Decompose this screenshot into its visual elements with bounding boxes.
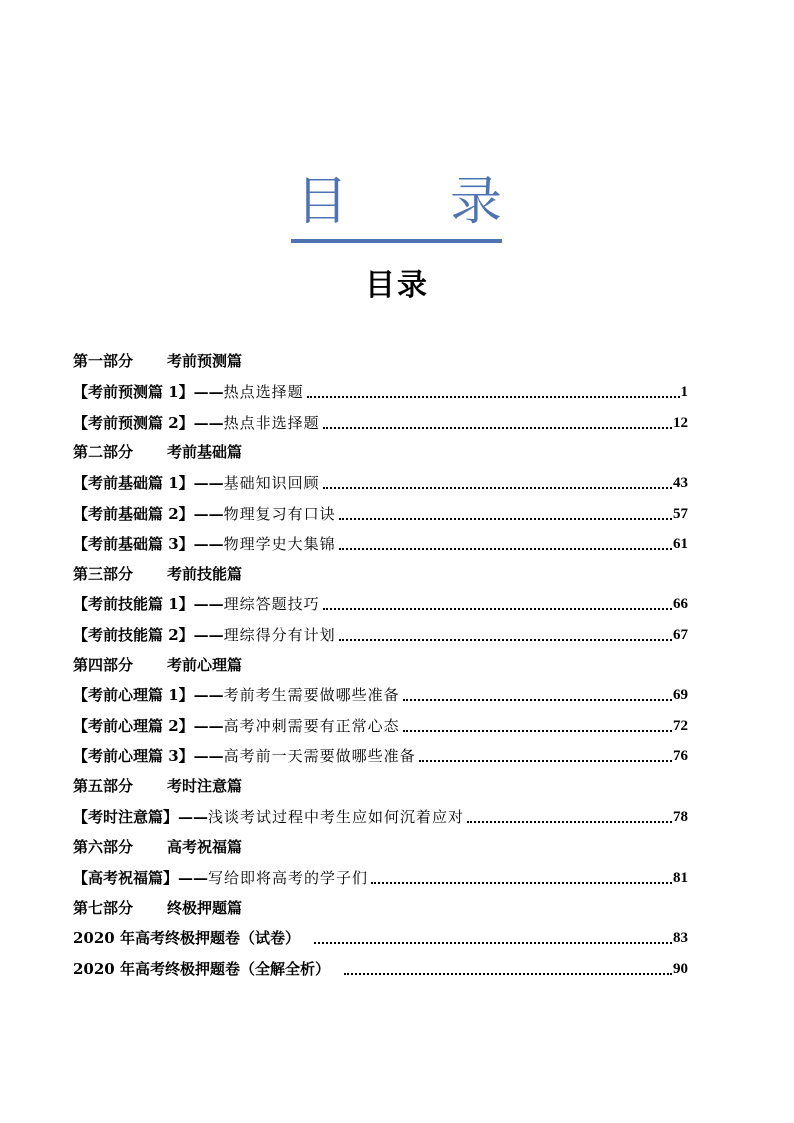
part-number: 第六部分: [73, 838, 134, 856]
entry-title: 热点选择题: [223, 383, 304, 401]
main-heading-char-1: 目: [296, 172, 349, 232]
dot-leader: [403, 730, 672, 732]
entry-label: 【考前预测篇 1】——: [73, 383, 224, 401]
toc-entry[interactable]: [73, 531, 688, 555]
toc-part: [73, 834, 242, 858]
dot-leader: [323, 608, 672, 610]
main-heading-char-2: 录: [450, 172, 503, 232]
entry-label: 【考前心理篇 2】——: [73, 717, 224, 735]
toc-entry[interactable]: [73, 713, 688, 737]
toc-entry[interactable]: [73, 622, 688, 646]
dot-leader: [344, 973, 672, 975]
entry-label: 【考前预测篇 2】——: [73, 414, 224, 432]
dot-leader: [307, 396, 680, 398]
part-number: 第四部分: [73, 656, 134, 674]
entry-label: 【考前基础篇 2】——: [73, 505, 224, 523]
part-number: 第一部分: [73, 352, 134, 370]
toc-entry[interactable]: [73, 804, 688, 828]
entry-title: 考前考生需要做哪些准备: [223, 686, 400, 704]
toc-entry[interactable]: [73, 682, 688, 706]
dot-leader: [323, 487, 672, 489]
part-name: 考时注意篇: [167, 777, 243, 795]
toc-entry[interactable]: [73, 956, 688, 980]
entry-label: 【考时注意篇】——: [73, 808, 209, 826]
toc-entry[interactable]: [73, 501, 688, 525]
dot-leader: [339, 518, 672, 520]
toc-entry[interactable]: [73, 865, 688, 889]
part-name: 终极押题篇: [167, 899, 243, 917]
dot-leader: [323, 427, 672, 429]
toc-part: [73, 561, 242, 585]
toc-title: 目录: [365, 268, 429, 303]
entry-title: 高考冲刺需要有正常心态: [223, 717, 400, 735]
dot-leader: [419, 760, 672, 762]
entry-label: 【高考祝福篇】——: [73, 869, 209, 887]
toc-part: [73, 439, 242, 463]
entry-label: 【考前基础篇 3】——: [73, 535, 224, 553]
entry-label: 【考前基础篇 1】——: [73, 474, 224, 492]
entry-title: 物理学史大集锦: [223, 535, 336, 553]
part-name: 考前预测篇: [167, 352, 243, 370]
dot-leader: [403, 699, 672, 701]
entry-label: 【考前技能篇 2】——: [73, 626, 224, 644]
toc-part: [73, 773, 242, 797]
entry-page-number: 72: [673, 718, 688, 734]
entry-page-number: 1: [680, 384, 688, 400]
entry-page-number: 81: [673, 870, 688, 886]
entry-page-number: 12: [673, 415, 688, 431]
toc-part: [73, 652, 242, 676]
dot-leader: [371, 882, 672, 884]
toc-entry[interactable]: [73, 743, 688, 767]
entry-page-number: 67: [673, 627, 688, 643]
part-name: 考前心理篇: [167, 656, 243, 674]
toc-part: [73, 895, 242, 919]
entry-title: 物理复习有口诀: [223, 505, 336, 523]
entry-title: 写给即将高考的学子们: [208, 869, 369, 887]
part-number: 第二部分: [73, 443, 134, 461]
part-name: 高考祝福篇: [167, 838, 243, 856]
part-number: 第七部分: [73, 899, 134, 917]
entry-title: 高考前一天需要做哪些准备: [223, 747, 416, 765]
entry-label: 【考前技能篇 1】——: [73, 595, 224, 613]
entry-page-number: 43: [673, 475, 688, 491]
entry-page-number: 61: [673, 536, 688, 552]
toc-entry[interactable]: [73, 470, 688, 494]
entry-title: 热点非选择题: [223, 414, 320, 432]
part-name: 考前技能篇: [167, 565, 243, 583]
part-number: 第三部分: [73, 565, 134, 583]
entry-page-number: 76: [673, 748, 688, 764]
entry-page-number: 69: [673, 687, 688, 703]
entry-page-number: 66: [673, 596, 688, 612]
part-name: 考前基础篇: [167, 443, 243, 461]
entry-page-number: 57: [673, 506, 688, 522]
entry-label: 【考前心理篇 1】——: [73, 686, 224, 704]
toc-entry[interactable]: [73, 925, 688, 949]
entry-title: 理综得分有计划: [223, 626, 336, 644]
toc-entry[interactable]: [73, 379, 688, 403]
entry-label: 【考前心理篇 3】——: [73, 747, 224, 765]
toc-part: [73, 348, 242, 372]
entry-page-number: 90: [673, 961, 688, 977]
entry-title: 浅谈考试过程中考生应如何沉着应对: [208, 808, 465, 826]
toc-entry[interactable]: [73, 410, 688, 434]
dot-leader: [467, 821, 672, 823]
entry-title: 理综答题技巧: [223, 595, 320, 613]
dot-leader: [339, 639, 672, 641]
entry-label: 2020 年高考终极押题卷（试卷）: [73, 929, 300, 947]
entry-page-number: 78: [673, 809, 688, 825]
toc-entry[interactable]: [73, 591, 688, 615]
entry-title: 基础知识回顾: [223, 474, 320, 492]
entry-label: 2020 年高考终极押题卷（全解全析）: [73, 960, 330, 978]
part-number: 第五部分: [73, 777, 134, 795]
dot-leader: [339, 548, 672, 550]
dot-leader: [314, 942, 672, 944]
entry-page-number: 83: [673, 930, 688, 946]
